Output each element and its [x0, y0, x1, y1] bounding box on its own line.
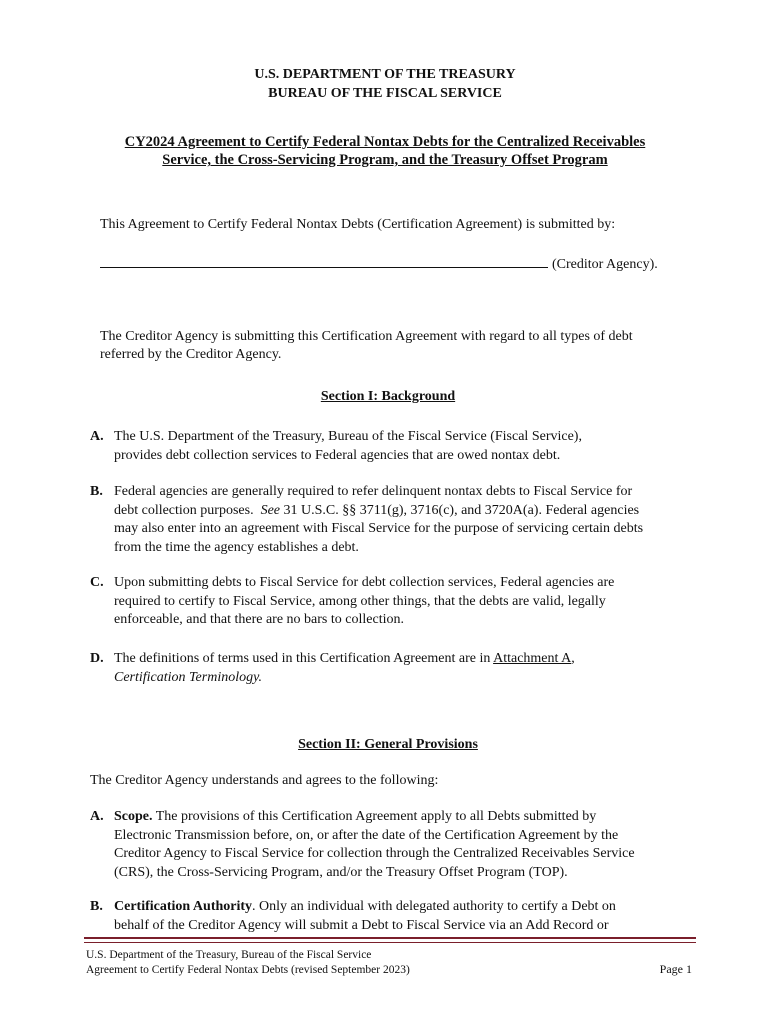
scope-statement-line1: The Creditor Agency is submitting this Certification Agreement with regard to all types of debt [100, 329, 633, 344]
certification-authority-term: Certification Authority [114, 899, 253, 914]
creditor-agency-line [100, 253, 658, 274]
section-2-heading: Section II: General Provisions [298, 737, 478, 752]
footer-rule [84, 937, 696, 939]
attachment-a-link[interactable]: Attachment A [493, 651, 572, 666]
creditor-agency-blank[interactable] [100, 253, 548, 268]
section-1-item-c: C. Upon submitting debts to Fiscal Service for debt collection services, Federal agencies are required to certify to Fiscal Service, among other things, that the debts are valid, legally enforceable, and that there are no bars to collection. [90, 575, 615, 627]
document-title-line1: CY2024 Agreement to Certify Federal Nontax Debts for the Centralized Receivables [124, 134, 646, 150]
item-label: D. [90, 651, 104, 666]
scope-statement-line2: referred by the Creditor Agency. [100, 347, 282, 362]
item-label: B. [90, 899, 103, 914]
section-1-item-a: A. The U.S. Department of the Treasury, Bureau of the Fiscal Service (Fiscal Service), provides debt collection services to Federal agencies that are owed nontax debt. [90, 429, 582, 463]
section-2-item-a: A. Scope. The provisions of this Certification Agreement apply to all Debts submitted by Electronic Transmission before, on, or after the date of the Certification Agreement by the Creditor Agency to Fiscal Service for collection through the Centralized Receivables Service (CRS), the Cross-Servicing Program, and/or the Treasury Offset Program (TOP). [90, 809, 635, 880]
section-1-heading: Section I: Background [320, 389, 456, 404]
item-label: A. [90, 429, 104, 444]
scope-term: Scope. [114, 809, 153, 824]
document-title-line2: Service, the Cross-Servicing Program, and the Treasury Offset Program [162, 152, 608, 168]
creditor-agency-label: (Creditor Agency). [552, 257, 658, 272]
submitted-by-text: This Agreement to Certify Federal Nontax Debts (Certification Agreement) is submitted by: [100, 217, 616, 232]
footer-agency: U.S. Department of the Treasury, Bureau of the Fiscal Service [86, 949, 372, 961]
item-label: B. [90, 484, 103, 499]
header-department: U.S. DEPARTMENT OF THE TREASURY [254, 67, 516, 82]
section-2-item-b: B. Certification Authority. Only an individual with delegated authority to certify a Debt on behalf of the Creditor Agency will submit a Debt to Fiscal Service via an Add Record or [90, 899, 616, 933]
footer-document-title: Agreement to Certify Federal Nontax Debts (revised September 2023) [86, 964, 410, 976]
section-1-item-d: D. The definitions of terms used in this Certification Agreement are in Attachment A, Certification Terminology. [90, 651, 575, 685]
section-1-item-b: B. Federal agencies are generally required to refer delinquent nontax debts to Fiscal Service for debt collection purposes. See 31 U.S.C. §§ 3711(g), 3716(c), and 3720A(a). Federal agencies may also enter into an agreement with Fiscal Service for the purpose of servicing certain debts from the time the agency establishes a debt. [90, 484, 644, 555]
item-label: A. [90, 809, 104, 824]
header-bureau: BUREAU OF THE FISCAL SERVICE [268, 86, 502, 101]
footer-rule-thin [84, 942, 696, 943]
section-2-lead: The Creditor Agency understands and agrees to the following: [90, 773, 439, 788]
page-number: Page 1 [659, 962, 692, 976]
see-signal: See [260, 502, 281, 518]
item-label: C. [90, 575, 104, 590]
